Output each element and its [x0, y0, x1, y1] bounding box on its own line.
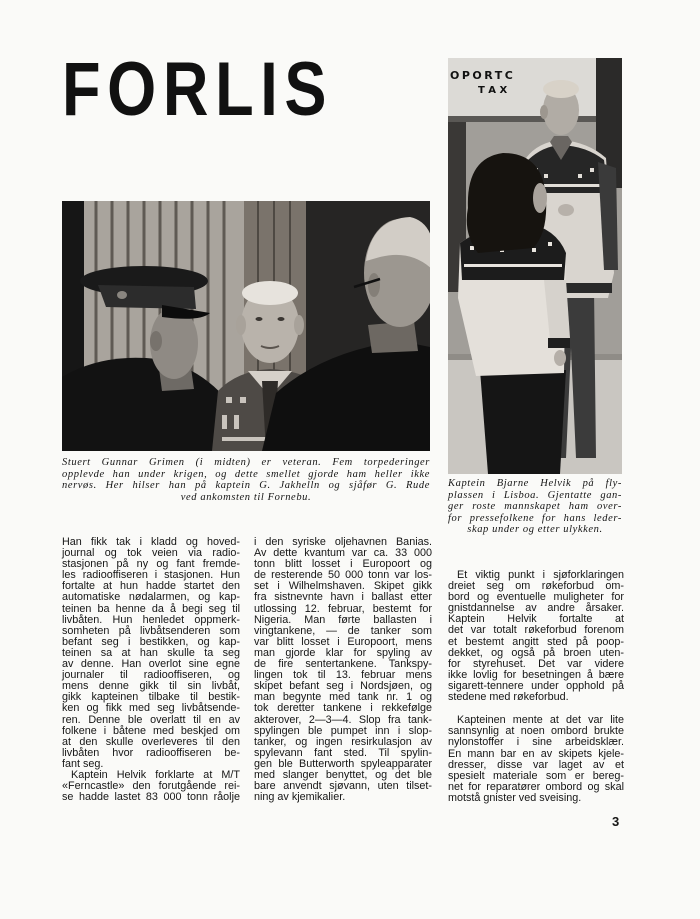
text-line: automatiske nødalarmen, og kap-	[62, 591, 240, 604]
article-paragraph	[448, 715, 624, 804]
text-line: Et viktig punkt i sjøforklaringen	[457, 569, 624, 581]
airport-sign-text: T A X	[478, 85, 508, 96]
text-line: ning av kjemikalier.	[254, 791, 346, 804]
text-line: fant seg.	[62, 757, 104, 770]
text-line: tok deretter tankene i rekkefølge	[254, 702, 432, 715]
text-line: for styrehuset. Det var videre	[448, 657, 624, 670]
text-line: se hadde lastet 83 000 tonn råolje	[62, 791, 240, 804]
airport-photo	[448, 58, 622, 474]
text-line: net for reparatører ombord og skal	[448, 780, 624, 793]
text-line: man begynte med tank nr. 1 og	[254, 691, 432, 704]
text-line: «Ferncastle» den forutgående rei-	[62, 780, 240, 793]
text-line: Stuert Gunnar Grimen (i midten) er veteran. Fem torpederinger	[62, 457, 430, 468]
text-line: utlossing 12. februar, bestemt for	[254, 602, 432, 615]
text-line: Nigeria. Man førte ballasten i	[254, 613, 432, 626]
text-line: var blitt losset i Europoort, mens	[254, 635, 432, 648]
text-line: i den syriske oljehavnen Banias.	[254, 536, 432, 548]
text-line: Kaptein Helvik fortalte at	[448, 613, 624, 626]
text-line: det var totalt røkeforbud forenom	[448, 624, 624, 637]
text-line: gen ble Butterworth spyleapparater	[254, 757, 432, 770]
text-line: fra sistnevnte havn i ballast etter	[254, 591, 432, 604]
airport-photo-image	[448, 58, 622, 474]
text-line: set i Wilhelmshaven. Skipet gikk	[254, 580, 432, 593]
text-line: av denne. Han overlot sine egne	[62, 658, 240, 671]
text-line: vingtankene, — de tanker som	[254, 624, 432, 637]
article-paragraph	[448, 570, 624, 703]
article-paragraph	[62, 537, 240, 770]
text-line: lingen tok til 13. februar mens	[254, 669, 432, 682]
text-line: med slanger benyttet, og det ble	[254, 768, 432, 781]
text-line: bord og eventuelle muligheter for	[448, 591, 624, 604]
text-line: de resterende 50 000 tonn var los-	[254, 569, 432, 582]
airport-sign-text: OPORTC	[450, 69, 516, 82]
text-line: dekket, og også på broen uten-	[448, 646, 624, 659]
text-line: tanker, og ingen resirkulasjon av	[254, 735, 432, 748]
text-line: Kaptein Bjarne Helvik på fly-	[448, 478, 622, 489]
main-photo	[62, 201, 430, 451]
text-line: stasjonen på ny og fant fremde-	[62, 558, 240, 571]
text-line: akterover, 2—3—4. Slop fra tank-	[254, 713, 432, 726]
text-line: livbåten hvor radiooffiseren be-	[62, 746, 240, 759]
text-line: sigarett-tennere under opphold på	[448, 679, 624, 692]
text-line: teinen ba henne da å begi seg til	[62, 602, 240, 615]
text-line: Han fikk tak i kladd og hoved-	[62, 536, 240, 548]
text-line: journal og tok veien via radio-	[62, 547, 240, 560]
airport-photo-caption	[448, 478, 622, 536]
text-line: les radiooffiseren i stasjonen. Hun	[62, 569, 240, 582]
text-line: spesielt materiale som er bereg-	[448, 769, 624, 782]
text-line: somheten på livbåtsenderen som	[62, 624, 240, 637]
caption-paragraph	[62, 457, 430, 503]
text-line: spylingen ble pumpet inn i slop-	[254, 724, 432, 737]
text-line: bare anvendt sjøvann, uten tilset-	[254, 780, 432, 793]
text-line: Kaptein Helvik forklarte at M/T	[71, 768, 240, 781]
text-line: spylevann fant sted. Til spylin-	[254, 746, 432, 759]
text-line: befant seg i bestikken, og kap-	[62, 635, 240, 648]
text-line: stedene med røkeforbud.	[448, 691, 569, 704]
text-line: skap under og etter ulykken.	[467, 524, 603, 535]
text-line: dreiet seg om røkeforbud om-	[448, 580, 624, 593]
page-number: 3	[612, 814, 620, 829]
text-line: skipet befant seg i Nordsjøen, og	[254, 680, 432, 693]
text-line: at den skulle overleveres til den	[62, 735, 240, 748]
text-line: livbåten. Hun henledet oppmerk-	[62, 613, 240, 626]
text-line: man gjorde klar for spyling av	[254, 646, 432, 659]
article-paragraph	[62, 770, 240, 803]
main-photo-image	[62, 201, 430, 451]
text-line: ved ankomsten til Fornebu.	[180, 491, 312, 503]
text-line: de fire sentertankene. Tankspy-	[254, 658, 432, 671]
text-line: et bestemt angitt sted på poop-	[448, 635, 624, 648]
article-column-3	[448, 570, 624, 804]
text-line: folkene i båtene med beskjed om	[62, 724, 240, 737]
article-column-1	[62, 537, 240, 803]
text-line: plassen i Lisboa. Gjentatte gan-	[448, 489, 622, 501]
text-line: ikke lovlig for besetningen å bære	[448, 668, 624, 681]
text-line: for pressefolkene for hans leder-	[448, 512, 622, 524]
article-paragraph	[254, 537, 432, 803]
text-line: tonn blitt losset i Europoort og	[254, 558, 432, 571]
text-line: nervøs. Her hilser han på kaptein G. Jakhelln og sjåfør G. Rude	[62, 480, 430, 491]
text-line: fortalte at hun hadde startet den	[62, 580, 240, 593]
text-line: motstå gnister ved sveising.	[448, 791, 582, 804]
text-line: En mann bar en av skipets kjele-	[448, 747, 624, 760]
text-line: mens denne gikk til sin livbåt,	[62, 680, 240, 693]
text-line: Av dette kvantum var ca. 33 000	[254, 547, 432, 560]
caption-paragraph	[448, 478, 622, 536]
text-line: journaler til radiooffiseren, og	[62, 669, 240, 682]
text-line: Kapteinen mente at det var lite	[457, 714, 624, 727]
text-line: ren. Denne ble overlatt til en av	[62, 713, 240, 726]
text-line: gnistdannelse av andre årsaker.	[448, 602, 624, 615]
text-line: sannsynlig at noen ombord brukte	[448, 725, 624, 738]
article-title: FORLIS	[62, 47, 334, 132]
text-line: ger roste mannskapet ham over-	[448, 501, 622, 512]
text-line: gikk kapteinen tilbake til bestik-	[62, 691, 240, 704]
article-column-2	[254, 537, 432, 803]
text-line: nylonstoffer i sine arbeidsklær.	[448, 736, 624, 749]
text-line: teinen sa at han skulle ta seg	[62, 646, 240, 659]
text-line: opplevde han under krigen, og dette smellet gjorde ham heller ikke	[62, 468, 430, 480]
main-photo-caption	[62, 457, 430, 503]
text-line: dresser, disse var laget av et	[448, 758, 624, 771]
text-line: ken og fikk med seg livbåtsende-	[62, 702, 240, 715]
